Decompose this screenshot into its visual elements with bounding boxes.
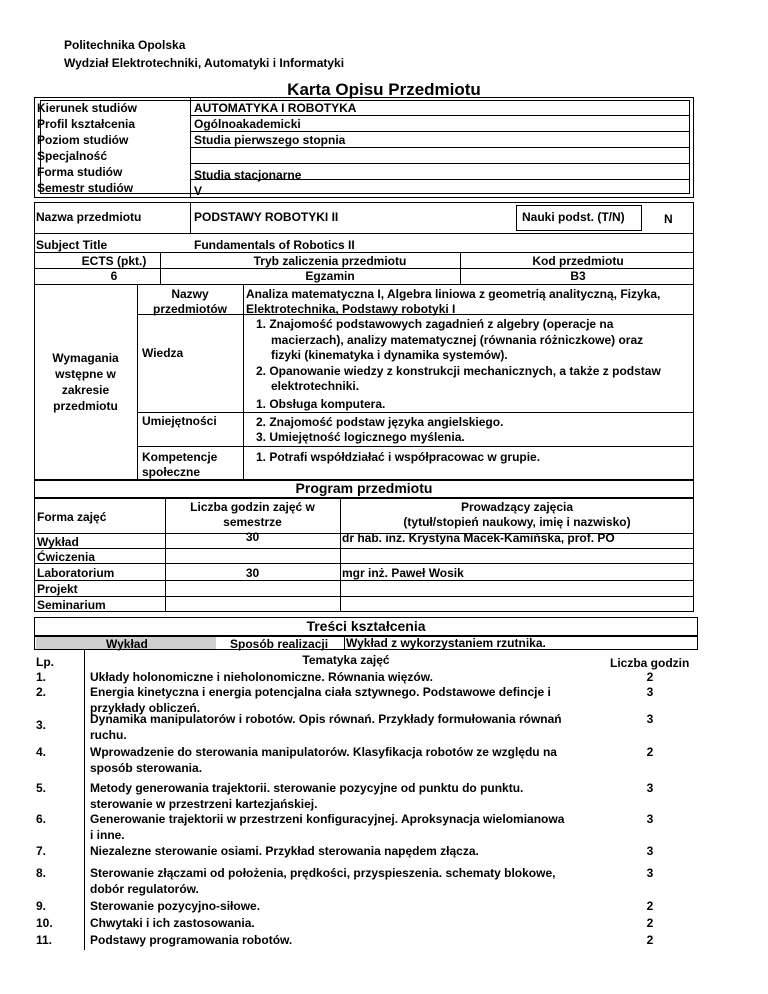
godziny-laboratorium: 30: [245, 566, 260, 580]
kod-value: B3: [570, 269, 586, 283]
row-hours: 2: [646, 670, 654, 684]
subject-title-label: Subject Title: [36, 238, 108, 252]
subject-name-label: Nazwa przedmiotu: [36, 210, 142, 224]
row-topic: Generowanie trajektorii w przestrzeni konfiguracyjnej. Aproksynacja wielomianowa: [90, 812, 565, 826]
col-liczba: Liczba godzin zajęć w semestrze: [190, 500, 315, 529]
row-topic: Sterowanie złączami od położenia, prędkości, przyspieszenia. schematy blokowe,: [90, 866, 556, 880]
row-topic: ruchu.: [90, 728, 127, 742]
nauki-label: Nauki podst. (T/N): [522, 210, 625, 224]
info-label: Specjalność: [37, 149, 108, 163]
forma-laboratorium: Laboratorium: [37, 566, 115, 580]
row-hours: 3: [646, 712, 654, 726]
info-label: Profil kształcenia: [37, 117, 136, 131]
tryb-label: Tryb zaliczenia przedmiotu: [253, 254, 407, 268]
subject-title: Fundamentals of Robotics II: [194, 238, 355, 252]
row-hours: 2: [646, 745, 654, 759]
forma-seminarium: Seminarium: [37, 598, 106, 612]
faculty-name: Wydział Elektrotechniki, Automatyki i Informatyki: [64, 56, 345, 70]
row-lp: 10.: [36, 916, 53, 930]
forma-wyklad: Wykład: [37, 535, 79, 549]
row-topic: Chwytaki i ich zastosowania.: [90, 916, 255, 930]
row-hours: 2: [646, 916, 654, 930]
row-lp: 11.: [36, 933, 53, 947]
row-hours: 3: [646, 781, 654, 795]
program-title: Program przedmiotu: [295, 480, 433, 496]
row-hours: 2: [646, 899, 654, 913]
row-topic: Energia kinetyczna i energia potencjalna ciała sztywnego. Podstawowe defincje i: [90, 685, 551, 699]
row-hours: 3: [646, 844, 654, 858]
row-topic: sposób sterowania.: [90, 761, 203, 775]
row-topic: Niezalezne sterowanie osiami. Przykład sterowania napędem złącza.: [90, 844, 479, 858]
university-name: Politechnika Opolska: [64, 38, 186, 52]
row-lp: 7.: [36, 844, 47, 858]
forma-cwiczenia: Ćwiczenia: [37, 550, 96, 564]
prowadzacy-laboratorium: mgr inż. Paweł Wosik: [342, 566, 464, 580]
ects-label: ECTS (pkt.): [81, 254, 147, 268]
nazwy-text: Analiza matematyczna I, Algebra liniowa z geometrią analityczną, Fizyka, Elektrotechnika, Podstawy robotyki I: [246, 287, 661, 316]
info-label: Semestr studiów: [37, 181, 134, 195]
info-value: V: [194, 184, 203, 198]
wiedza-text: 1. Znajomość podstawowych zagadnień z algebry (operacje na macierzach), analizy matematycznej (równania różniczkowe) oraz fizyki (kinematyka i dynamika systemów). 2. Opanowanie wiedzy z konstrukcji mechanicznych, a także z podstaw elektrotechniki.: [256, 317, 661, 393]
info-label: Poziom studiów: [37, 133, 129, 147]
sposob-value: Wykład z wykorzystaniem rzutnika.: [346, 636, 546, 650]
col-tematyka: Tematyka zajęć: [302, 653, 390, 667]
row-topic: przykłady obliczeń.: [90, 701, 201, 715]
row-hours: 3: [646, 812, 654, 826]
row-topic: Metody generowania trajektorii. sterowanie pozycyjne od punktu do punktu.: [90, 781, 524, 795]
tresci-type: Wykład: [106, 637, 148, 651]
ects-value: 6: [110, 269, 118, 283]
info-value: AUTOMATYKA I ROBOTYKA: [194, 101, 357, 115]
prowadzacy-wyklad: dr hab. inż. Krystyna Macek-Kamińska, prof. PO: [342, 531, 615, 545]
row-topic: Podstawy programowania robotów.: [90, 933, 293, 947]
sposob-label: Sposób realizacji: [230, 637, 329, 651]
nazwy-label: Nazwy przedmiotów: [153, 287, 227, 316]
info-value: Studia pierwszego stopnia: [194, 133, 346, 147]
col-liczba-godzin: Liczba godzin: [610, 656, 690, 670]
kompetencje-text: 1. Potrafi współdziałać i współpracowac w grupie.: [256, 450, 541, 464]
requirements-label: Wymagania wstępne w zakresie przedmiotu: [52, 351, 119, 413]
row-lp: 4.: [36, 745, 47, 759]
row-hours: 2: [646, 933, 654, 947]
forma-projekt: Projekt: [37, 582, 78, 596]
info-label: Forma studiów: [37, 165, 123, 179]
row-lp: 1.: [36, 670, 47, 684]
nauki-value: N: [664, 212, 673, 226]
info-value: Studia stacjonarne: [194, 168, 302, 182]
row-topic: Układy holonomiczne i nieholonomiczne. Równania więzów.: [90, 670, 433, 684]
kompetencje-label: Kompetencje społeczne: [142, 450, 218, 479]
tryb-value: Egzamin: [305, 269, 355, 283]
umiejetnosci-text: 1. Obsługa komputera. 2. Znajomość podstaw języka angielskiego. 3. Umiejętność logicznego myślenia.: [256, 397, 504, 444]
subject-name: PODSTAWY ROBOTYKI II: [194, 210, 339, 224]
tresci-title: Treści kształcenia: [306, 618, 426, 634]
col-lp: Lp.: [36, 655, 54, 669]
umiejetnosci-label: Umiejętności: [142, 414, 217, 428]
row-lp: 6.: [36, 812, 47, 826]
row-lp: 2.: [36, 685, 47, 699]
wiedza-label: Wiedza: [142, 346, 184, 360]
row-lp: 5.: [36, 781, 47, 795]
godziny-header-value: 30: [245, 530, 260, 544]
col-forma: Forma zajęć: [37, 510, 107, 524]
row-topic: sterowanie w przestrzeni kartezjańskiej.: [90, 797, 318, 811]
row-topic: Wprowadzenie do sterowania manipulatorów. Klasyfikacja robotów ze względu na: [90, 745, 557, 759]
row-topic: i inne.: [90, 828, 125, 842]
info-label: Kierunek studiów: [37, 101, 138, 115]
row-topic: Dynamika manipulatorów i robotów. Opis równań. Przykłady formułowania równań: [90, 712, 562, 726]
row-lp: 3.: [36, 718, 47, 732]
document-title: Karta Opisu Przedmiotu: [287, 80, 481, 99]
info-value: Ogólnoakademicki: [194, 117, 301, 131]
row-lp: 8.: [36, 866, 47, 880]
row-topic: Sterowanie pozycyjno-siłowe.: [90, 899, 261, 913]
row-hours: 3: [646, 685, 654, 699]
row-topic: dobór regulatorów.: [90, 882, 199, 896]
kod-label: Kod przedmiotu: [532, 254, 624, 268]
col-prowadzacy: Prowadzący zajęcia (tytuł/stopień naukowy, imię i nazwisko): [403, 500, 631, 529]
row-lp: 9.: [36, 899, 47, 913]
row-hours: 3: [646, 866, 654, 880]
